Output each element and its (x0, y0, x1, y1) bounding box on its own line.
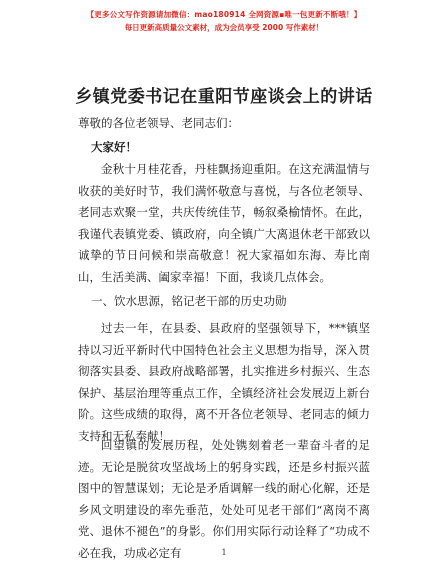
greeting: 大家好！ (91, 140, 137, 154)
document-title: 乡镇党委书记在重阳节座谈会上的讲话 (75, 87, 373, 107)
promo-banner-line-1: 【更多公文写作资源请加微信：mao180914 全网资源▪唯一包更新不断哦！】 (86, 10, 362, 19)
salutation: 尊敬的各位老领导、老同志们： (78, 116, 239, 130)
section-heading-1: 一、饮水思源，铭记老干部的历史功勋 (91, 294, 287, 308)
promo-banner-line-2: 每日更新高质量公文素材，成为会员享受 2000 写作素材！ (124, 23, 324, 32)
paragraph-history: 回望镇的发展历程，处处镌刻着老一辈奋斗者的足迹。无论是脱贫攻坚战场上的躬身实践，还是乡村振兴蓝图中的智慧谋划；无论是矛盾调解一线的耐心化解，还是乡风文明建设的率先垂范，处处可见老干部们“离岗不离党、退休不褪色”的身影。你们用实际行动诠释了“功成不必在我，功成必定有 (78, 438, 370, 560)
paragraph-opening: 金秋十月桂花香，丹桂飘扬迎重阳。在这充满温情与收获的美好时节，我们满怀敬意与喜悦，与各位老领导、老同志欢聚一堂，共庆传统佳节，畅叙桑榆情怀。在此，我谨代表镇党委、镇政府，向全镇广大离退休老干部致以诚挚的节日问候和崇高敬意！祝大家福如东海、寿比南山，生活美满、阖家幸福！下面，我谈几点体会。 (78, 162, 370, 284)
page-number: 1 (221, 548, 227, 557)
paragraph-achievements: 过去一年，在县委、县政府的坚强领导下，***镇坚持以习近平新时代中国特色社会主义思想为指导，深入贯彻落实县委、县政府战略部署，扎实推进乡村振兴、生态保护、基层治理等重点工作，全镇经济社会发展迈上新台阶。这些成绩的取得，离不开各位老领导、老同志的倾力支持和无私奉献！ (78, 321, 370, 443)
